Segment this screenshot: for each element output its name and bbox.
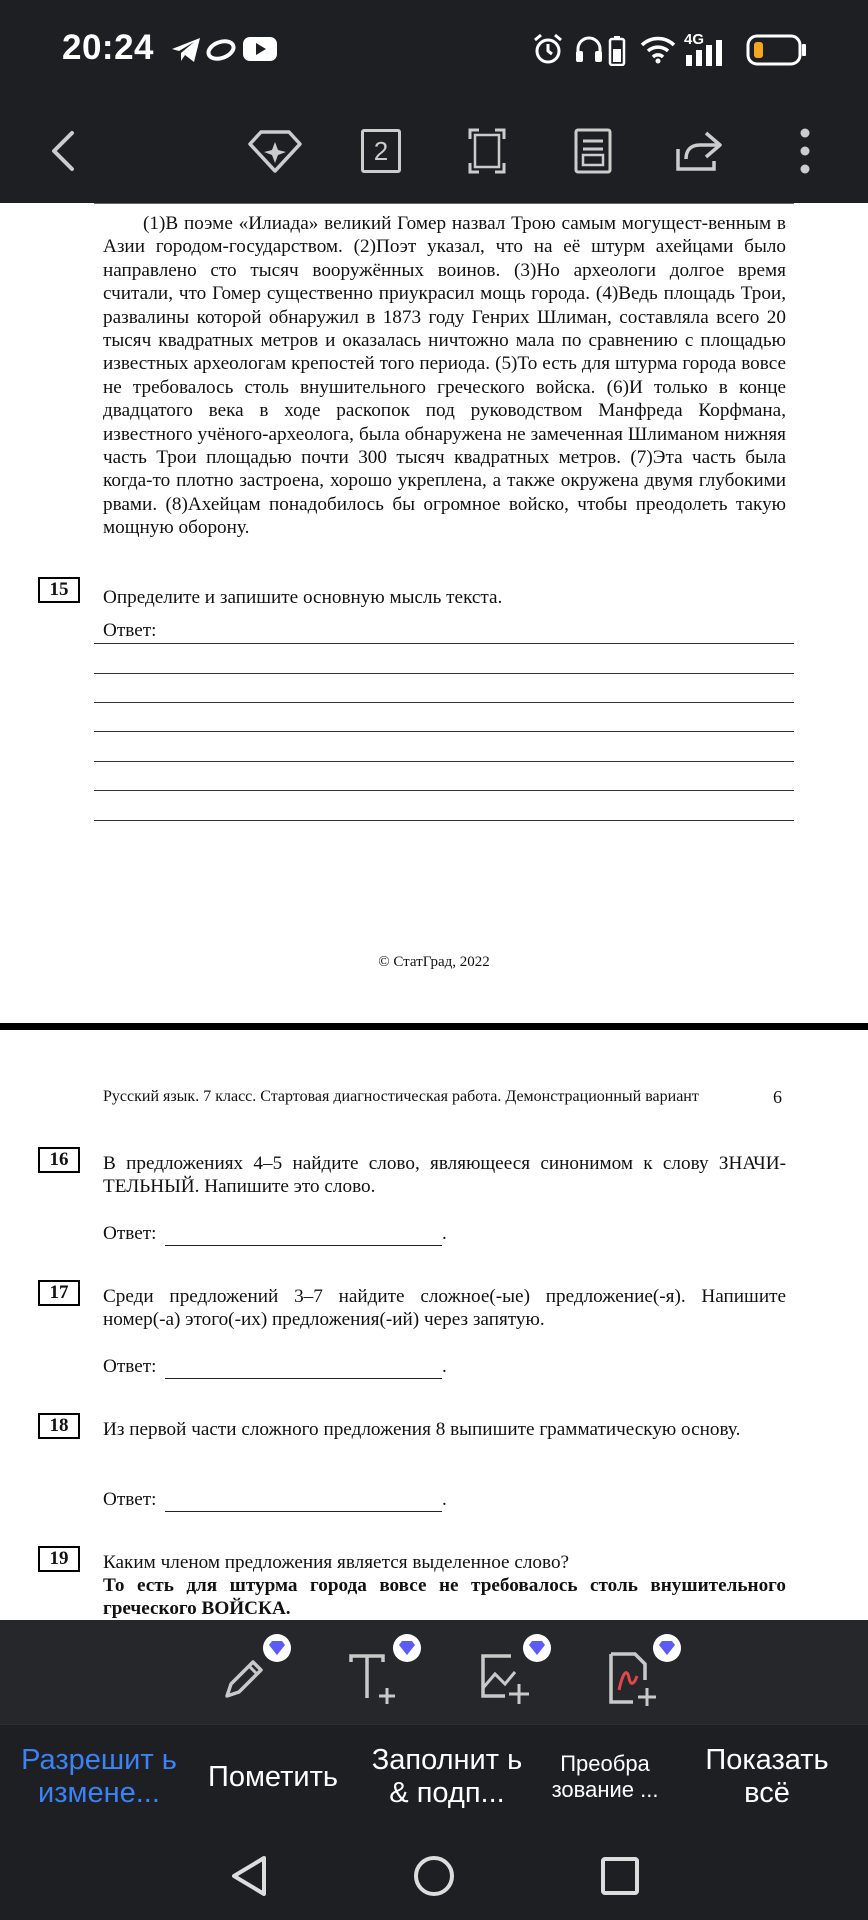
reading-passage — [103, 212, 786, 540]
question-19-text: Каким членом предложения является выделенное слово? — [103, 1552, 570, 1573]
home-circle-icon[interactable] — [410, 1852, 458, 1900]
page-number: 6 — [773, 1087, 782, 1107]
page-gap — [0, 1016, 868, 1023]
alarm-icon — [532, 32, 564, 66]
question-16-text: В предложениях 4–5 найдите слово, являющееся синонимом к слову ЗНАЧИ-ТЕЛЬНЫЙ. Напишите это слово. — [103, 1153, 786, 1198]
fit-screen-icon — [467, 127, 507, 175]
question-17-text: Среди предложений 3–7 найдите сложное(-ые) предложение(-я). Напишите номер(-а) этого(-их) предложения(-ий) через запятую. — [103, 1286, 786, 1331]
document-page-2 — [0, 1030, 868, 1620]
answer-dot-17: . — [442, 1356, 447, 1377]
headphones-icon — [574, 34, 604, 64]
cell-signal-icon — [686, 40, 736, 66]
status-clock: 20:24 — [62, 28, 155, 67]
diamond-icon — [658, 1640, 676, 1656]
answer-dot-18: . — [442, 1489, 447, 1510]
fill-sign-action[interactable]: Заполнит ь & подп... — [371, 1744, 523, 1809]
pencil-icon — [219, 1654, 269, 1704]
answer-line-5[interactable] — [94, 761, 794, 762]
youtube-icon — [242, 35, 278, 63]
system-nav-bar — [0, 1828, 868, 1920]
signature-tool-button[interactable] — [605, 1640, 675, 1710]
question-15-text: Определите и запишите основную мысль текста. — [103, 587, 503, 608]
page-count-label: 2 — [373, 135, 389, 166]
question-number-16: 16 — [38, 1147, 80, 1173]
battery-icon — [746, 34, 808, 66]
answer-label-16: Ответ: — [103, 1223, 157, 1244]
question-number-18: 18 — [38, 1413, 80, 1439]
reading-mode-button[interactable] — [560, 118, 626, 184]
question-number-15: 15 — [38, 577, 80, 603]
answer-line-3[interactable] — [94, 702, 794, 703]
add-text-icon — [347, 1652, 403, 1706]
more-vertical-icon — [798, 127, 812, 175]
answer-label-17: Ответ: — [103, 1356, 157, 1377]
back-triangle-icon[interactable] — [226, 1852, 274, 1900]
chevron-left-icon — [48, 129, 78, 173]
convert-action[interactable]: Преобра зование ... — [551, 1751, 659, 1802]
answer-line-6[interactable] — [94, 790, 794, 791]
answer-blank-17[interactable] — [165, 1378, 442, 1379]
premium-button[interactable] — [242, 118, 308, 184]
allow-edit-action[interactable]: Разрешит ь измене... — [21, 1744, 177, 1809]
add-text-tool-button[interactable] — [345, 1640, 415, 1710]
share-button[interactable] — [666, 118, 732, 184]
answer-label-18: Ответ: — [103, 1489, 157, 1510]
answer-dot-16: . — [442, 1223, 447, 1244]
add-image-tool-button[interactable] — [475, 1640, 545, 1710]
diamond-icon — [268, 1640, 286, 1656]
question-number-19: 19 — [38, 1546, 80, 1572]
page-count-button[interactable] — [348, 118, 414, 184]
recents-square-icon[interactable] — [596, 1852, 644, 1900]
page-footer: © СтатГрад, 2022 — [378, 954, 490, 970]
telegram-icon — [170, 36, 202, 64]
page-divider — [0, 1023, 868, 1030]
passage-paragraph: (1)В поэме «Илиада» великий Гомер назвал Трою самым могущест-венным в Азии городом-государством. (2)Поэт указал, что на её штурм ахейцами было направлено сто тысяч вооружённых воинов. (3)Но археологи долгое время считали, что Гомер существенно приукрасил мощь города. (4)Ведь площадь Трои, развалины которой обнаружил в 1873 году Генрих Шлиман, составляла всего 20 тысяч квадратных метров и оказалась ничтожно мала по сравнению с площадью известных археологам крепостей того периода. (5)То есть для штурма города вовсе не требовалось столь внушительного греческого войска. (6)И только в конце двадцатого века в ходе раскопок под руководством Манфреда Корфмана, известного учёного-археолога, была обнаружена не замеченная Шлиманом нижняя часть Трои площадью почти 300 тысяч квадратных метров. (7)Эта часть была когда-то плотно застроена, хорошо укреплена, а также окружена двумя глубокими рвами. (8)Ахейцам понадобилось бы огромное войско, чтобы преодолеть такую мощную оборону. — [103, 213, 786, 539]
device-battery-icon — [608, 36, 626, 66]
premium-badge — [653, 1634, 681, 1662]
chat-bubble-icon — [205, 38, 237, 62]
diamond-icon — [398, 1640, 416, 1656]
signature-icon — [607, 1652, 663, 1708]
wifi-icon — [640, 34, 676, 64]
edit-tools-bar — [0, 1620, 868, 1724]
document-page-1 — [0, 203, 868, 1023]
premium-badge — [393, 1634, 421, 1662]
answer-line-7[interactable] — [94, 820, 794, 821]
answer-blank-16[interactable] — [165, 1245, 442, 1246]
add-image-icon — [477, 1652, 533, 1706]
question-19-bold-sentence: То есть для штурма города вовсе не требовалось столь внушительного греческого ВОЙСКА. — [103, 1575, 786, 1620]
back-button[interactable] — [30, 118, 96, 184]
show-all-action[interactable]: Показать всё — [705, 1744, 829, 1809]
answer-line-4[interactable] — [94, 731, 794, 732]
network-type-label: 4G — [684, 31, 705, 48]
page-header: Русский язык. 7 класс. Стартовая диагностическая работа. Демонстрационный вариант — [103, 1088, 699, 1105]
top-toolbar — [0, 100, 868, 203]
page-count-badge — [361, 129, 401, 173]
pen-tool-button[interactable] — [215, 1640, 285, 1710]
question-18-text: Из первой части сложного предложения 8 выпишите грамматическую основу. — [103, 1419, 741, 1440]
answer-label-15: Ответ: — [103, 620, 157, 641]
premium-badge — [263, 1634, 291, 1662]
answer-line-2[interactable] — [94, 673, 794, 674]
premium-badge — [523, 1634, 551, 1662]
share-icon — [674, 129, 724, 173]
annotate-action[interactable]: Пометить — [208, 1760, 338, 1793]
bottom-actions-bar — [0, 1724, 868, 1829]
reading-mode-icon — [573, 127, 613, 175]
question-number-17: 17 — [38, 1280, 80, 1306]
fit-screen-button[interactable] — [454, 118, 520, 184]
more-options-button[interactable] — [772, 118, 838, 184]
answer-blank-18[interactable] — [165, 1511, 442, 1512]
diamond-icon — [528, 1640, 546, 1656]
status-bar — [0, 0, 868, 100]
diamond-icon — [247, 128, 303, 174]
page-top-rule — [94, 203, 794, 204]
answer-line-1[interactable] — [94, 643, 794, 644]
